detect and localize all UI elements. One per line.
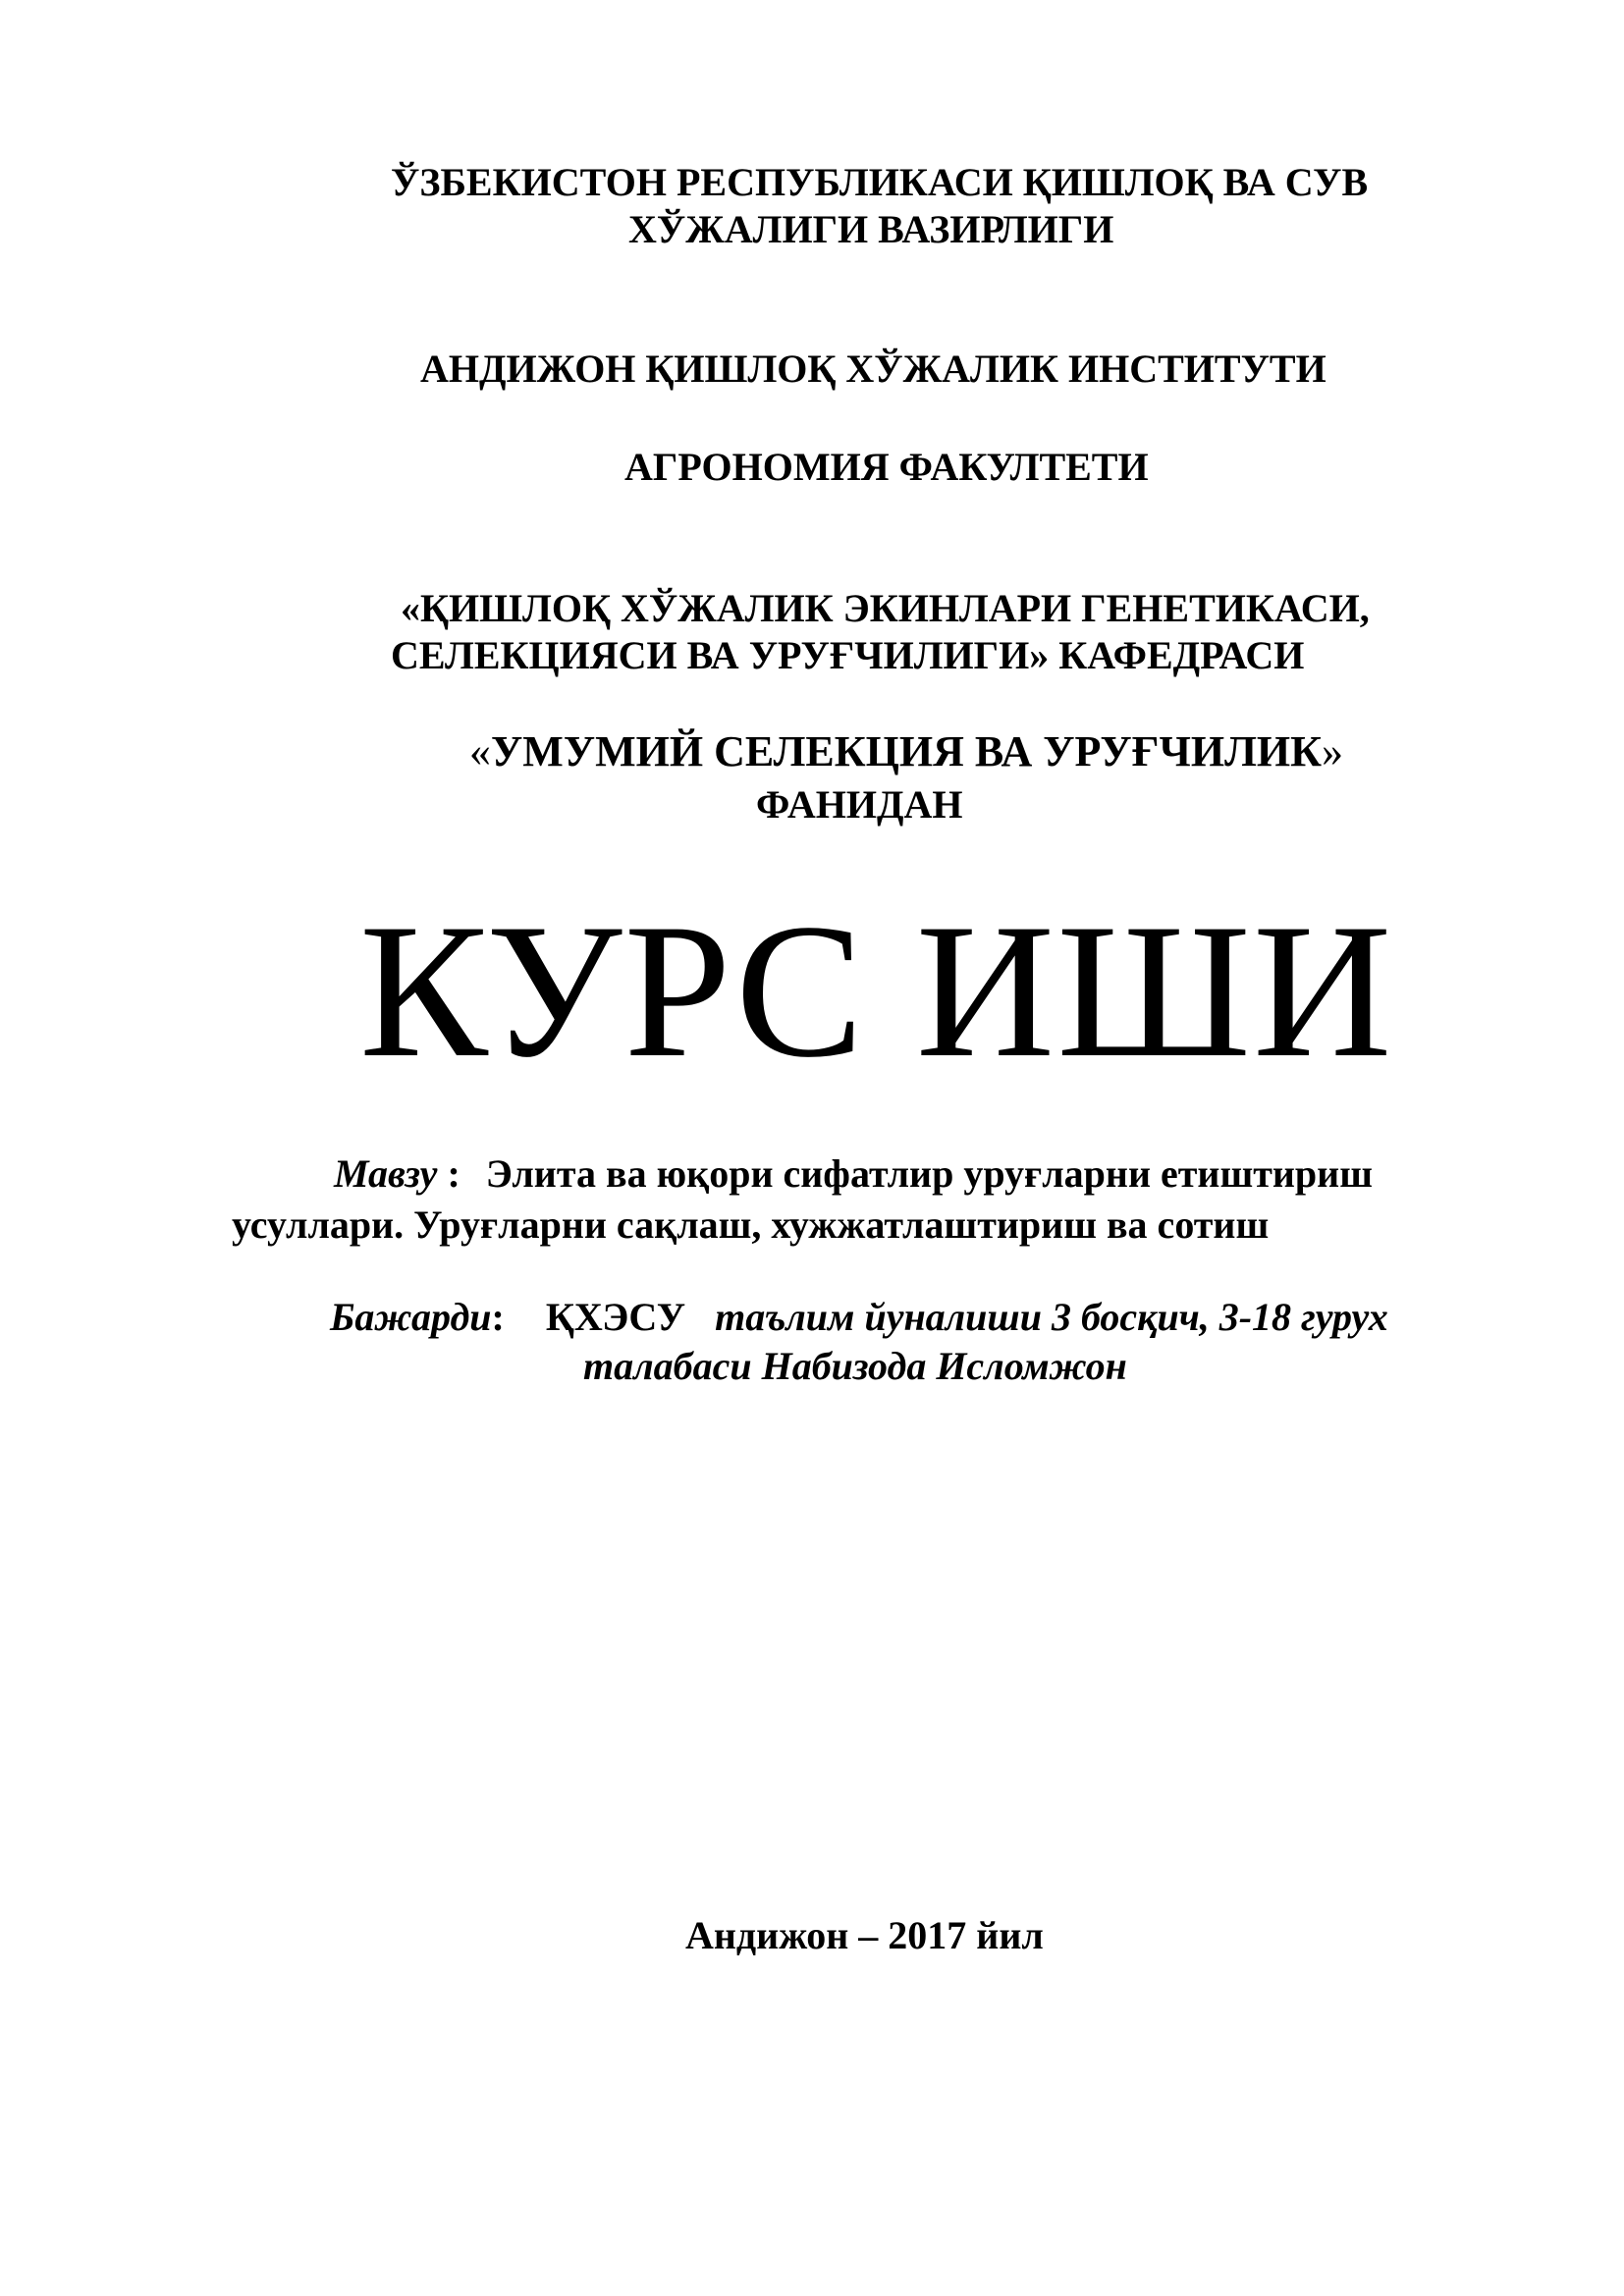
topic-text-line-1: Элита ва юқори сифатлир уруғларни етиштириш xyxy=(485,1151,1373,1196)
ministry-line-2: ХЎЖАЛИГИ ВАЗИРЛИГИ xyxy=(628,207,1114,251)
performer-label: Бажарди xyxy=(330,1295,492,1339)
subject-open-quote: « xyxy=(469,727,491,775)
subject-close-quote: » xyxy=(1322,727,1344,775)
performer-details-line-2: талабаси Набизода Исломжон xyxy=(583,1344,1127,1388)
footer-city-year: Андижон – 2017 йил xyxy=(685,1913,1044,1957)
performer-line-1 xyxy=(330,1295,1388,1339)
performer-details-line-1: таълим йуналиши 3 босқич, 3-18 гурух xyxy=(715,1295,1388,1339)
faculty-name: АГРОНОМИЯ ФАКУЛТЕТИ xyxy=(624,445,1149,489)
page-title: КУРС ИШИ xyxy=(359,884,1394,1097)
performer-colon: : xyxy=(491,1295,505,1339)
performer-program-code: ҚХЭСУ xyxy=(545,1295,686,1339)
topic-line-1 xyxy=(334,1151,1373,1196)
topic-label: Мавзу xyxy=(334,1151,438,1196)
institute-name: АНДИЖОН ҚИШЛОҚ ХЎЖАЛИК ИНСТИТУТИ xyxy=(420,347,1326,391)
topic-colon: : xyxy=(437,1151,460,1196)
ministry-line-1: ЎЗБЕКИСТОН РЕСПУБЛИКАСИ ҚИШЛОҚ ВА СУВ xyxy=(391,160,1369,204)
department-line-1: «ҚИШЛОҚ ХЎЖАЛИК ЭКИНЛАРИ ГЕНЕТИКАСИ, xyxy=(401,586,1370,630)
subject-suffix: ФАНИДАН xyxy=(756,782,963,827)
subject-line xyxy=(469,727,1344,775)
department-line-2: СЕЛЕКЦИЯСИ ВА УРУҒЧИЛИГИ» КАФЕДРАСИ xyxy=(391,633,1305,677)
topic-text-line-2: усуллари. Уруғларни сақлаш, хужжатлаштириш ва сотиш xyxy=(232,1202,1270,1247)
subject-name: УМУМИЙ СЕЛЕКЦИЯ ВА УРУҒЧИЛИК xyxy=(491,727,1323,775)
